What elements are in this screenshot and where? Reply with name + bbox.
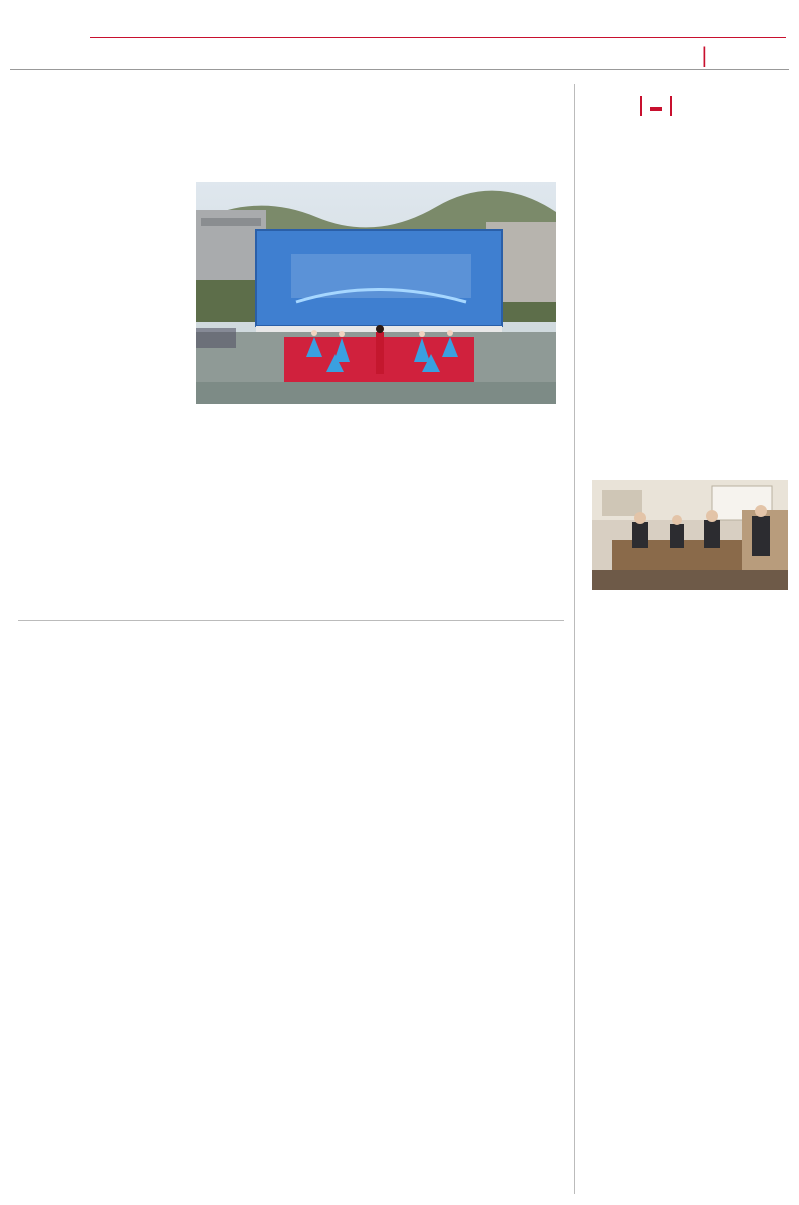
stage-performance-image [196,182,556,404]
sidebar-tag-label [650,107,662,111]
masthead-rule-bottom [10,69,789,70]
section-separator: | [701,43,708,67]
story1-photo [196,182,556,404]
masthead [0,0,799,72]
column-divider [574,84,575,1194]
story2-rule [18,620,564,621]
sidebar-tag [640,96,672,116]
sidebar-story-photo [592,480,788,590]
office-meeting-image [592,480,788,590]
section-label [698,43,711,67]
masthead-rule [90,37,786,38]
